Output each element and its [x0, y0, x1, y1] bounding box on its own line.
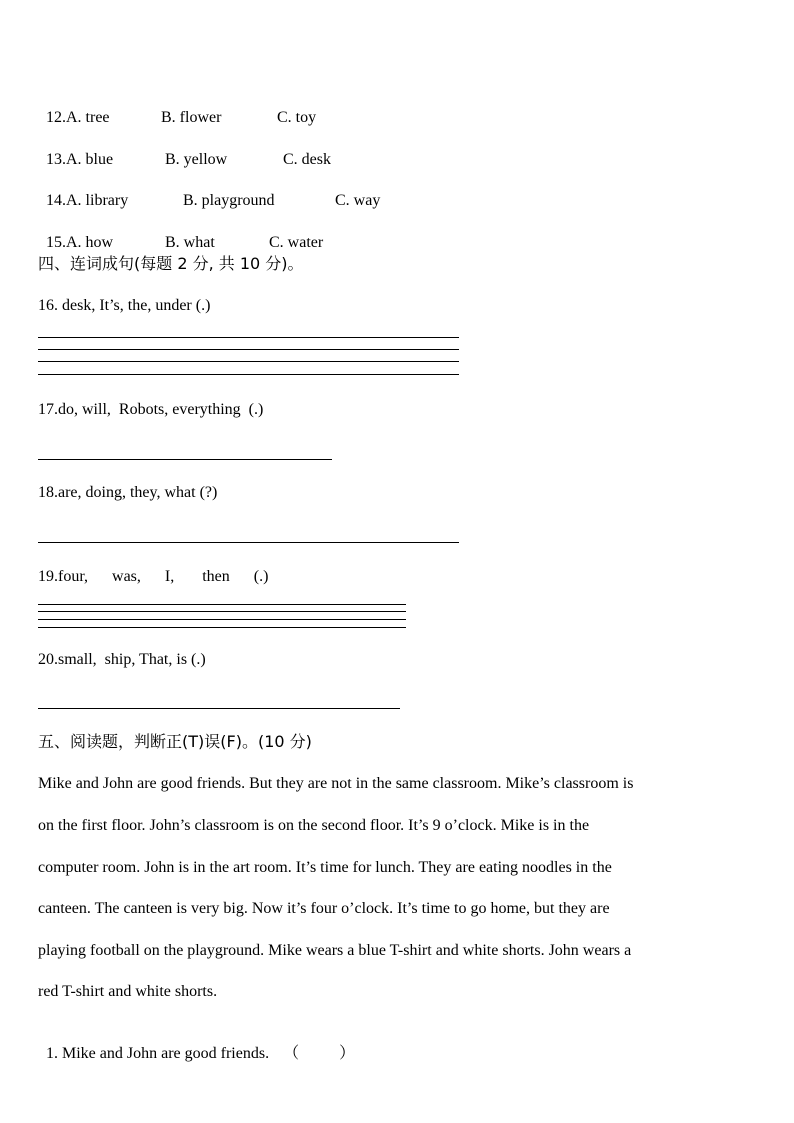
question-1 [38, 1024, 355, 1064]
option-c: C. toy [277, 109, 317, 126]
choice-row-13 [38, 130, 331, 170]
passage-line: on the first floor. John’s classroom is on the second floor. It’s 9 o’clock. Mike is in the [38, 817, 590, 834]
option-c: C. water [269, 234, 324, 251]
sentence-18: 18.are, doing, they, what (?) [38, 484, 218, 501]
question-number: 12. [46, 109, 66, 126]
sentence-20: 20.small, ship, That, is (.) [38, 651, 206, 668]
passage-line: playing football on the playground. Mike wears a blue T-shirt and white shorts. John wears a [38, 942, 632, 959]
answer-line[interactable] [38, 542, 459, 543]
option-c: C. way [335, 192, 381, 209]
sentence-19: 19.four, was, I, then (.) [38, 568, 269, 585]
question-number: 14. [46, 192, 66, 209]
option-b: B. what [165, 234, 215, 251]
sentence-16: 16. desk, It’s, the, under (.) [38, 297, 211, 314]
option-b: B. yellow [165, 151, 228, 168]
question-number: 13. [46, 151, 66, 168]
passage-line: canteen. The canteen is very big. Now it’s four o’clock. It’s time to go home, but they are [38, 900, 610, 917]
option-c: C. desk [283, 151, 331, 168]
option-a: A. how [66, 234, 114, 251]
question-number: 15. [46, 234, 66, 251]
choice-row-15 [38, 213, 323, 253]
answer-line[interactable] [38, 349, 459, 350]
answer-bracket[interactable]: （ ） [283, 1045, 356, 1062]
choice-row-14 [38, 171, 380, 211]
answer-line[interactable] [38, 361, 459, 362]
question-1-text: 1. Mike and John are good friends. [46, 1045, 270, 1062]
answer-line[interactable] [38, 619, 406, 620]
option-a: A. tree [66, 109, 110, 126]
answer-line[interactable] [38, 374, 459, 375]
option-b: B. flower [161, 109, 222, 126]
passage-line: red T-shirt and white shorts. [38, 983, 218, 1000]
option-a: A. blue [66, 151, 114, 168]
answer-line[interactable] [38, 627, 406, 628]
answer-line[interactable] [38, 337, 459, 338]
option-a: A. library [66, 192, 129, 209]
passage-line: Mike and John are good friends. But they are not in the same classroom. Mike’s classroom is [38, 775, 634, 792]
passage-line: computer room. John is in the art room. It’s time for lunch. They are eating noodles in the [38, 859, 612, 876]
section-4-title: 四、连词成句(每题 2 分, 共 10 分)。 [38, 254, 304, 273]
section-5-title: 五、阅读题，判断正(T)误(F)。(10 分) [38, 732, 312, 751]
answer-line[interactable] [38, 708, 400, 709]
choice-row-12 [38, 88, 316, 128]
answer-line[interactable] [38, 604, 406, 605]
sentence-17: 17.do, will, Robots, everything (.) [38, 401, 264, 418]
answer-line[interactable] [38, 459, 332, 460]
answer-line[interactable] [38, 611, 406, 612]
option-b: B. playground [183, 192, 275, 209]
